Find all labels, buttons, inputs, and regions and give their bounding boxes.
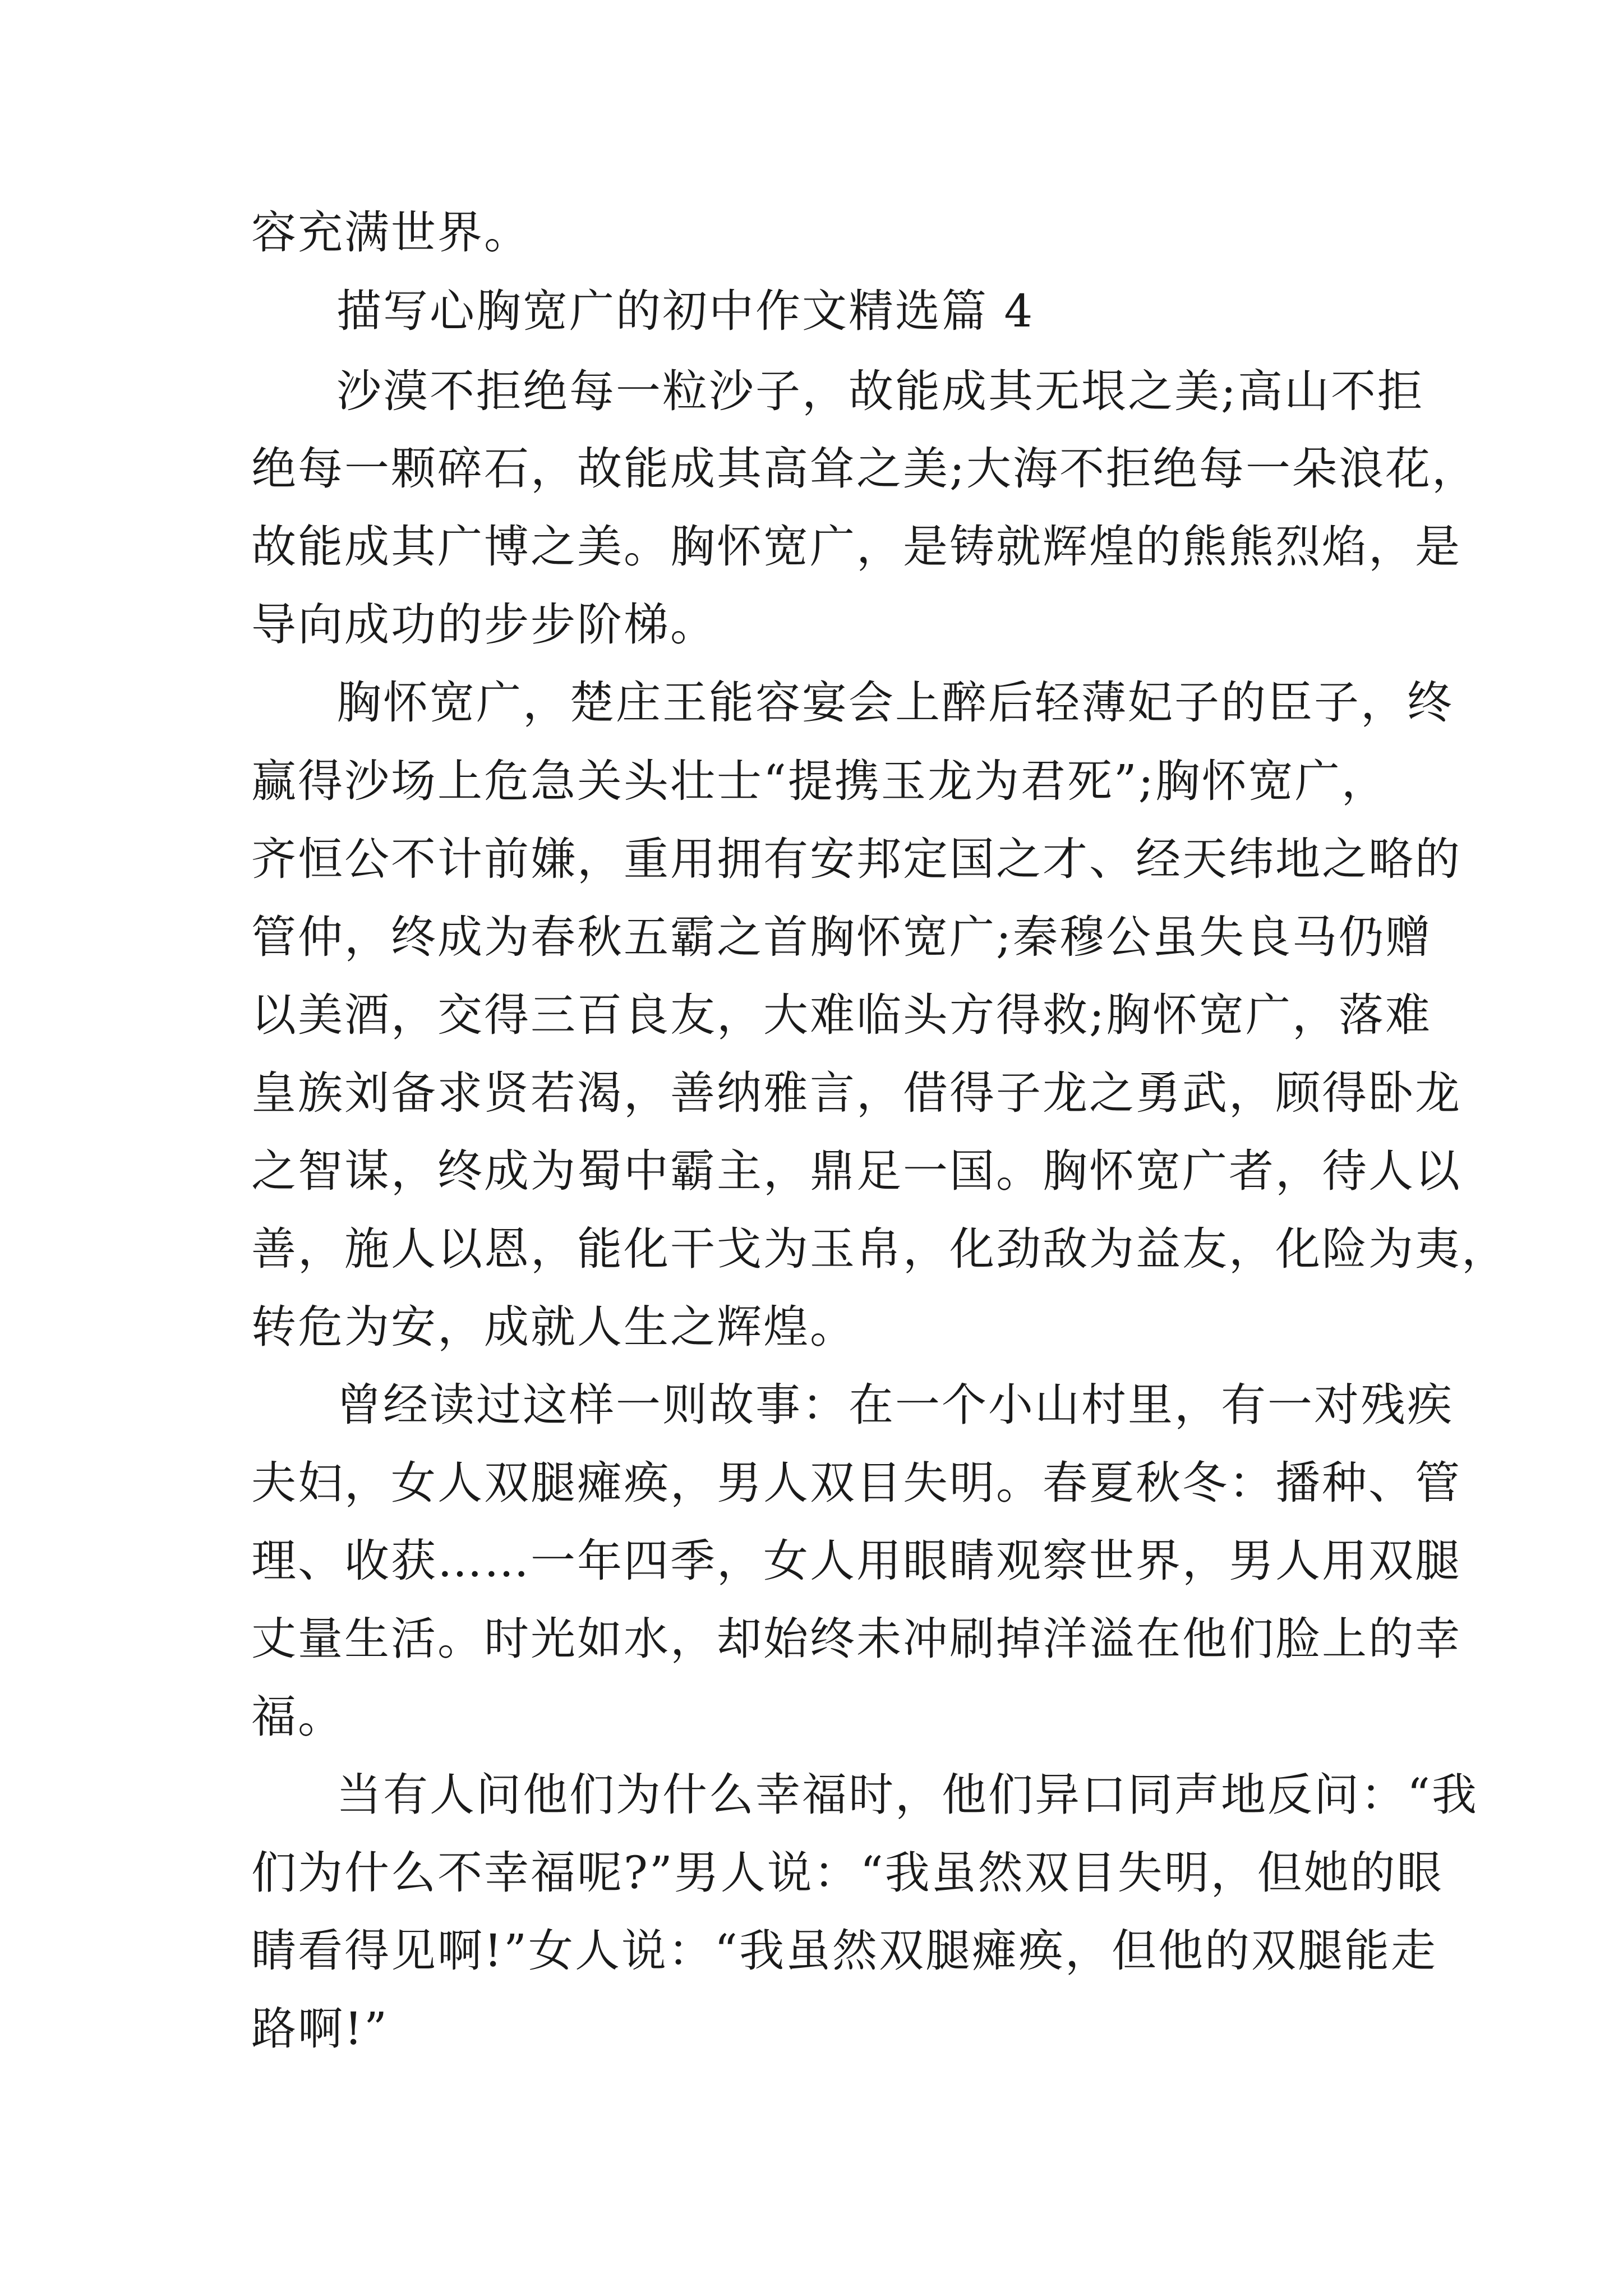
text-line: 睛看得见啊!”女人说：“我虽然双腿瘫痪，但他的双腿能走 bbox=[251, 1925, 1437, 1977]
text-line: 导向成功的步步阶梯。 bbox=[251, 599, 717, 651]
text-line: 沙漠不拒绝每一粒沙子，故能成其无垠之美;高山不拒 bbox=[336, 365, 1424, 417]
text-line: 们为什么不幸福呢?”男人说：“我虽然双目失明，但她的眼 bbox=[251, 1847, 1444, 1899]
text-line: 容充满世界。 bbox=[251, 206, 531, 259]
text-line: 福。 bbox=[251, 1691, 344, 1743]
text-line: 以美酒，交得三百良友，大难临头方得救;胸怀宽广，落难 bbox=[251, 989, 1432, 1041]
text-line: 理、收获……一年四季，女人用眼睛观察世界，男人用双腿 bbox=[251, 1535, 1461, 1587]
text-line: 胸怀宽广，楚庄王能容宴会上醉后轻薄妃子的臣子，终 bbox=[336, 677, 1454, 729]
text-line: 绝每一颗碎石，故能成其高耸之美;大海不拒绝每一朵浪花， bbox=[251, 443, 1478, 495]
text-line: 曾经读过这样一则故事：在一个小山村里，有一对残疾 bbox=[336, 1379, 1454, 1431]
text-line: 善，施人以恩，能化干戈为玉帛，化劲敌为益友，化险为夷， bbox=[251, 1223, 1508, 1275]
text-line: 当有人问他们为什么幸福时，他们异口同声地反问：“我 bbox=[336, 1769, 1478, 1821]
text-line: 赢得沙场上危急关头壮士“提携玉龙为君死”;胸怀宽广， bbox=[251, 755, 1388, 807]
text-line: 丈量生活。时光如水，却始终未冲刷掉洋溢在他们脸上的幸 bbox=[251, 1613, 1461, 1665]
text-line: 之智谋，终成为蜀中霸主，鼎足一国。胸怀宽广者，待人以 bbox=[251, 1145, 1461, 1197]
text-line: 齐恒公不计前嫌，重用拥有安邦定国之才、经天纬地之略的 bbox=[251, 833, 1461, 885]
text-line: 夫妇，女人双腿瘫痪，男人双目失明。春夏秋冬：播种、管 bbox=[251, 1457, 1461, 1509]
text-line: 皇族刘备求贤若渴，善纳雅言，借得子龙之勇武，顾得卧龙 bbox=[251, 1067, 1461, 1119]
text-line: 转危为安，成就人生之辉煌。 bbox=[251, 1301, 856, 1353]
text-line: 故能成其广博之美。胸怀宽广，是铸就辉煌的熊熊烈焰，是 bbox=[251, 521, 1461, 573]
text-line: 路啊!” bbox=[251, 2003, 389, 2055]
section-heading: 描写心胸宽广的初中作文精选篇 4 bbox=[336, 285, 1035, 337]
text-line: 管仲，终成为春秋五霸之首胸怀宽广;秦穆公虽失良马仍赠 bbox=[251, 911, 1432, 963]
